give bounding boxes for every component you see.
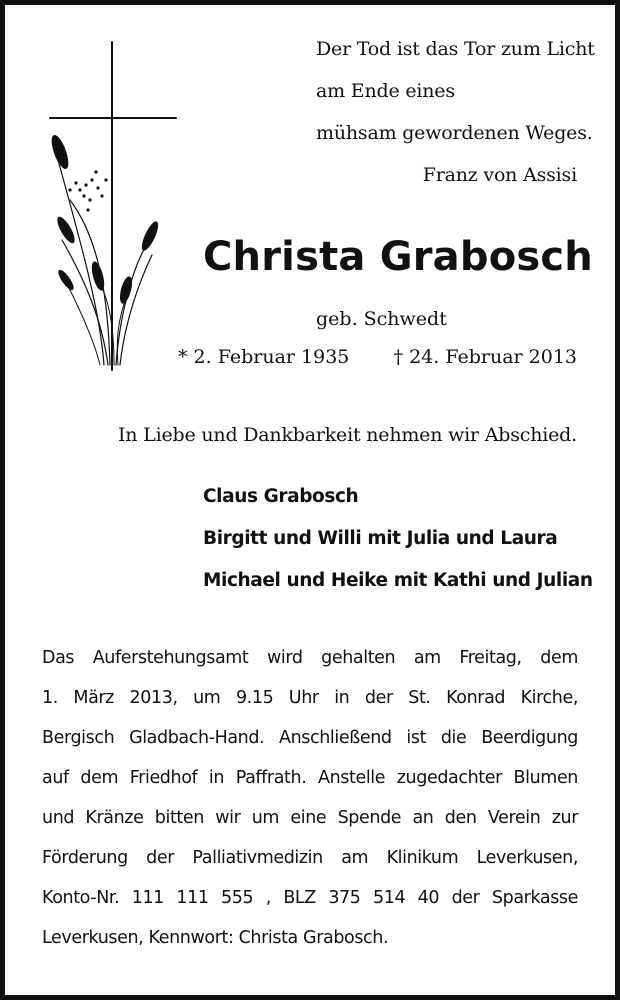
quote-line-3: mühsam gewordenen Weges. bbox=[316, 122, 593, 144]
maiden-name: geb. Schwedt bbox=[316, 308, 447, 330]
quote-author: Franz von Assisi bbox=[422, 164, 577, 186]
announcement-line: und Kränze bitten wir um eine Spende an den Verein zur bbox=[42, 808, 578, 828]
death-date: † 24. Februar 2013 bbox=[393, 346, 577, 368]
deceased-name: Christa Grabosch bbox=[203, 234, 593, 280]
cross-with-wheat-icon bbox=[40, 40, 190, 375]
announcement-line: Förderung der Palliativmedizin am Klinikum Leverkusen, bbox=[42, 848, 578, 868]
announcement-line: Leverkusen, Kennwort: Christa Grabosch. bbox=[42, 928, 389, 948]
mourner-1: Claus Grabosch bbox=[203, 486, 359, 507]
quote-line-1: Der Tod ist das Tor zum Licht bbox=[316, 38, 595, 60]
mourner-2: Birgitt und Willi mit Julia und Laura bbox=[203, 528, 558, 549]
quote-line-2: am Ende eines bbox=[316, 80, 455, 102]
announcement-paragraph bbox=[42, 638, 578, 958]
announcement-line: Bergisch Gladbach-Hand. Anschließend ist die Beerdigung bbox=[42, 728, 578, 748]
birth-date: * 2. Februar 1935 bbox=[178, 346, 350, 368]
announcement-line: 1. März 2013, um 9.15 Uhr in der St. Konrad Kirche, bbox=[42, 688, 578, 708]
announcement-line: Das Auferstehungsamt wird gehalten am Freitag, dem bbox=[42, 648, 578, 668]
mourner-3: Michael und Heike mit Kathi und Julian bbox=[203, 570, 593, 591]
farewell-text: In Liebe und Dankbarkeit nehmen wir Abschied. bbox=[118, 424, 577, 446]
announcement-line: auf dem Friedhof in Paffrath. Anstelle zugedachter Blumen bbox=[42, 768, 578, 788]
announcement-line: Konto-Nr. 111 111 555 , BLZ 375 514 40 der Sparkasse bbox=[42, 888, 578, 908]
